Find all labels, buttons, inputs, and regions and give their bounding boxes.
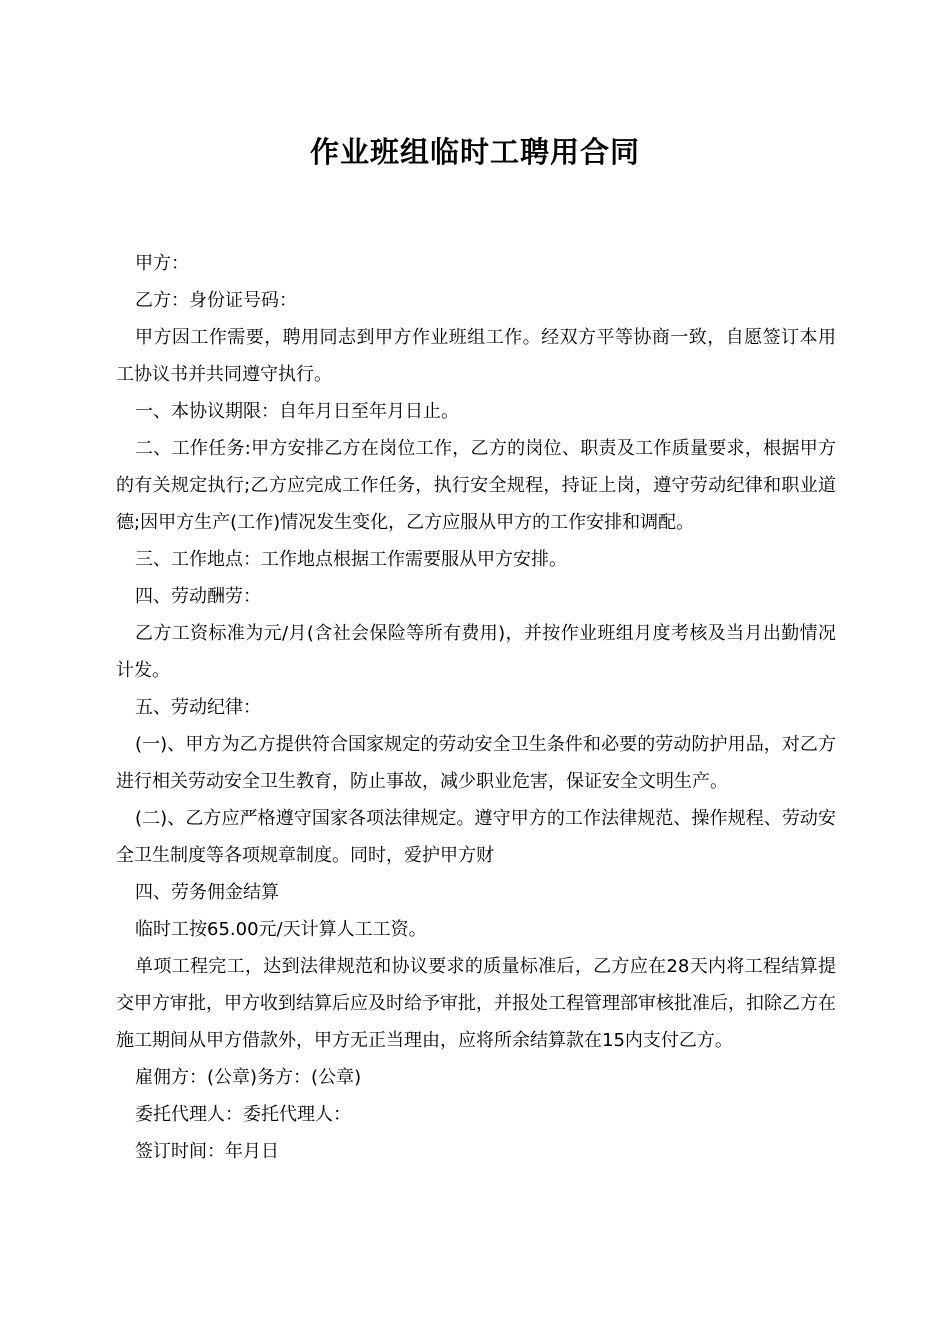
signature-agents: 委托代理人：委托代理人： — [135, 1104, 351, 1125]
document-body — [116, 245, 836, 1170]
clause-settlement-heading: 四、劳务佣金结算 — [135, 882, 279, 903]
document-title: 作业班组临时工聘用合同 — [309, 135, 640, 169]
clause-pay-text: 乙方工资标准为元/月(含社会保险等所有费用)，并按作业班组月度考核及当月出勤情况计发。 — [116, 623, 836, 681]
clause-discipline-heading: 五、劳动纪律： — [135, 697, 261, 718]
clause-daily-wage: 临时工按65.00元/天计算人工工资。 — [135, 919, 427, 940]
intro-paragraph: 甲方因工作需要，聘用同志到甲方作业班组工作。经双方平等协商一致，自愿签订本用工协议书并共同遵守执行。 — [116, 327, 836, 385]
clause-pay-heading: 四、劳动酬劳： — [135, 586, 261, 607]
clause-discipline-item-1: (一)、甲方为乙方提供符合国家规定的劳动安全卫生条件和必要的劳动防护用品，对乙方进行相关劳动安全卫生教育，防止事故，减少职业危害，保证安全文明生产。 — [116, 734, 836, 792]
clause-tasks: 二、工作任务:甲方安排乙方在岗位工作，乙方的岗位、职责及工作质量要求，根据甲方的有关规定执行;乙方应完成工作任务，执行安全规程，持证上岗，遵守劳动纪律和职业道德;因甲方生产(工作)情况发生变化，乙方应服从甲方的工作安排和调配。 — [116, 438, 836, 533]
party-b-line: 乙方：身份证号码： — [135, 290, 297, 311]
clause-settlement-text: 单项工程完工，达到法律规范和协议要求的质量标准后，乙方应在28天内将工程结算提交甲方审批，甲方收到结算后应及时给予审批，并报处工程管理部审核批准后，扣除乙方在施工期间从甲方借款外，甲方无正当理由，应将所余结算款在15内支付乙方。 — [116, 956, 836, 1051]
signature-parties: 雇佣方：(公章)务方：(公章) — [135, 1067, 362, 1088]
clause-location: 三、工作地点：工作地点根据工作需要服从甲方安排。 — [135, 549, 567, 570]
clause-discipline-item-2: (二)、乙方应严格遵守国家各项法律规定。遵守甲方的工作法律规范、操作规程、劳动安全卫生制度等各项规章制度。同时，爱护甲方财 — [116, 808, 836, 866]
clause-term: 一、本协议期限：自年月日至年月日止。 — [135, 401, 459, 422]
party-a-line: 甲方： — [135, 253, 189, 274]
signature-date: 签订时间：年月日 — [135, 1141, 279, 1162]
